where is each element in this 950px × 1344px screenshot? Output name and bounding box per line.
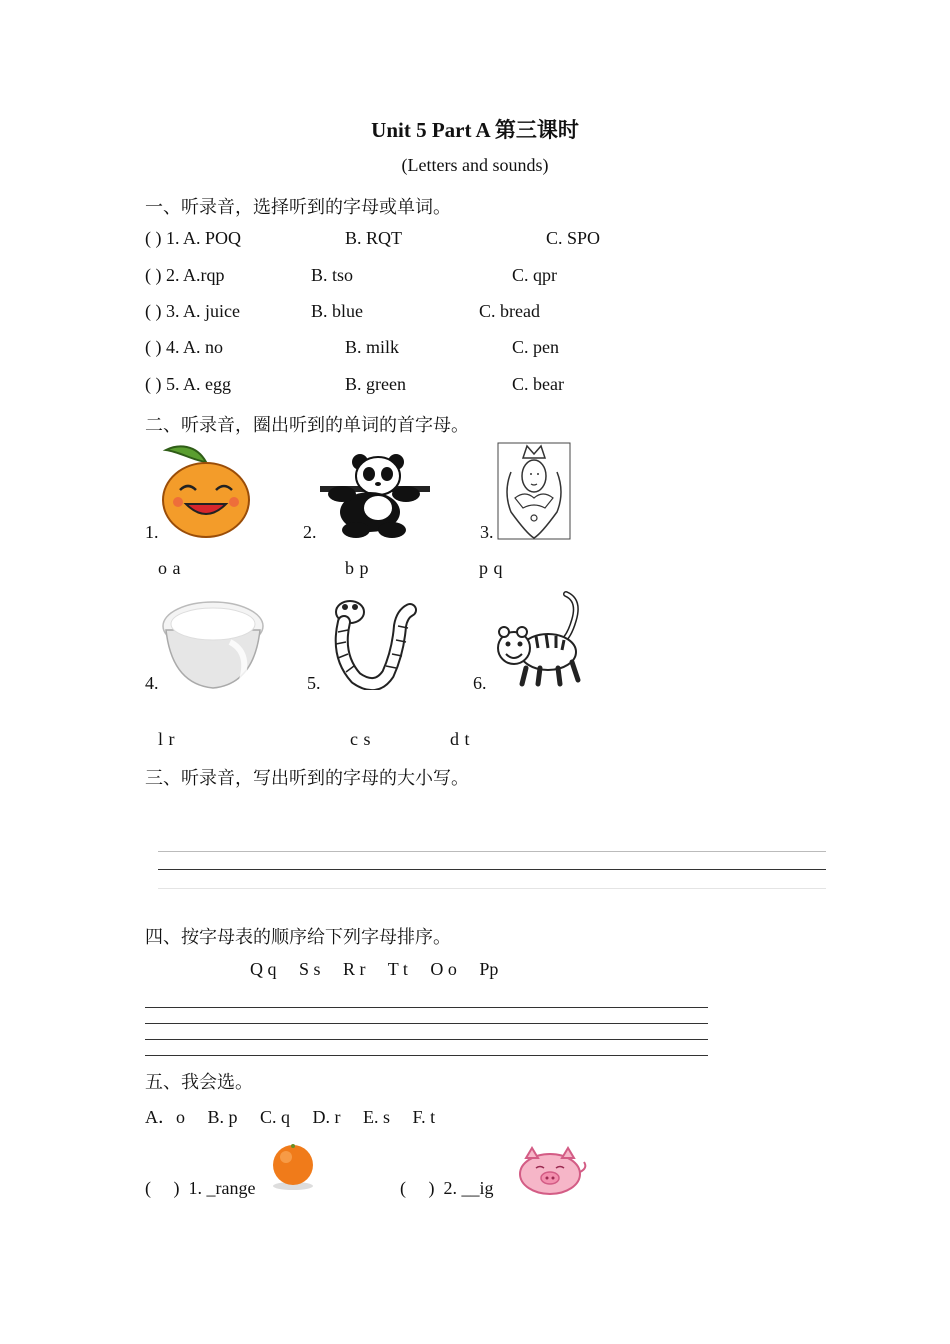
s2-options-6: d t: [450, 729, 471, 749]
s1-q3-a: ( ) 3. A. juice: [145, 301, 240, 321]
s4-line-3: [145, 1039, 708, 1040]
s2-options-4: l r: [158, 729, 175, 749]
s4-line-2: [145, 1023, 708, 1024]
s1-q1-c: C. SPO: [546, 228, 601, 248]
s2-options-1: o a: [158, 558, 181, 578]
s1-q2-a: ( ) 2. A.rqp: [145, 265, 225, 285]
orange-face-image: [158, 440, 254, 540]
s2-options-2: b p: [345, 558, 369, 578]
s2-options-3: p q: [479, 558, 503, 578]
s1-q4-c: C. pen: [512, 337, 559, 357]
s1-q5-a: ( ) 5. A. egg: [145, 374, 231, 394]
pig-image: [512, 1144, 590, 1198]
section1-heading: 一、听录音，选择听到的字母或单词。: [145, 197, 451, 217]
s2-number-4: 4.: [145, 673, 159, 693]
writing-line-top: [158, 851, 826, 852]
panda-image: [320, 446, 430, 540]
section4-heading: 四、按字母表的顺序给下列字母排序。: [145, 927, 451, 947]
s5-q1: ( ) 1. _range: [145, 1178, 256, 1198]
section3-heading: 三、听录音，写出听到的字母的大小写。: [145, 768, 469, 788]
writing-line-middle: [158, 869, 826, 870]
rice-bowl-image: [160, 596, 266, 692]
s5-choices: A．o B. p C. q D. r E. s F. t: [145, 1107, 436, 1127]
orange-fruit-image: [268, 1142, 322, 1194]
s2-number-2: 2.: [303, 522, 317, 542]
queen-image: [497, 442, 571, 540]
s1-q2-c: C. qpr: [512, 265, 557, 285]
s4-line-1: [145, 1007, 708, 1008]
s1-q1-a: ( ) 1. A. POQ: [145, 228, 242, 248]
s2-number-5: 5.: [307, 673, 321, 693]
s2-number-1: 1.: [145, 522, 159, 542]
page-title: Unit 5 Part A 第三课时: [371, 118, 579, 142]
s1-q4-a: ( ) 4. A. no: [145, 337, 223, 357]
s4-letters: Q q S s R r T t O o Pp: [250, 959, 499, 979]
s2-number-6: 6.: [473, 673, 487, 693]
s1-q3-b: B. blue: [311, 301, 363, 321]
s1-q5-b: B. green: [345, 374, 406, 394]
s1-q1-b: B. RQT: [345, 228, 403, 248]
section5-heading: 五、我会选。: [145, 1072, 253, 1092]
tiger-image: [492, 590, 586, 690]
s4-line-4: [145, 1055, 708, 1056]
section2-heading: 二、听录音，圈出听到的单词的首字母。: [145, 415, 469, 435]
s1-q3-c: C. bread: [479, 301, 540, 321]
snake-image: [330, 596, 422, 690]
s1-q5-c: C. bear: [512, 374, 564, 394]
s2-options-5: c s: [350, 729, 371, 749]
s2-number-3: 3.: [480, 522, 494, 542]
s1-q4-b: B. milk: [345, 337, 400, 357]
s1-q2-b: B. tso: [311, 265, 354, 285]
page-subtitle: (Letters and sounds): [401, 155, 549, 175]
writing-line-bottom: [158, 888, 826, 889]
s5-q2: ( ) 2. __ig: [400, 1178, 494, 1198]
